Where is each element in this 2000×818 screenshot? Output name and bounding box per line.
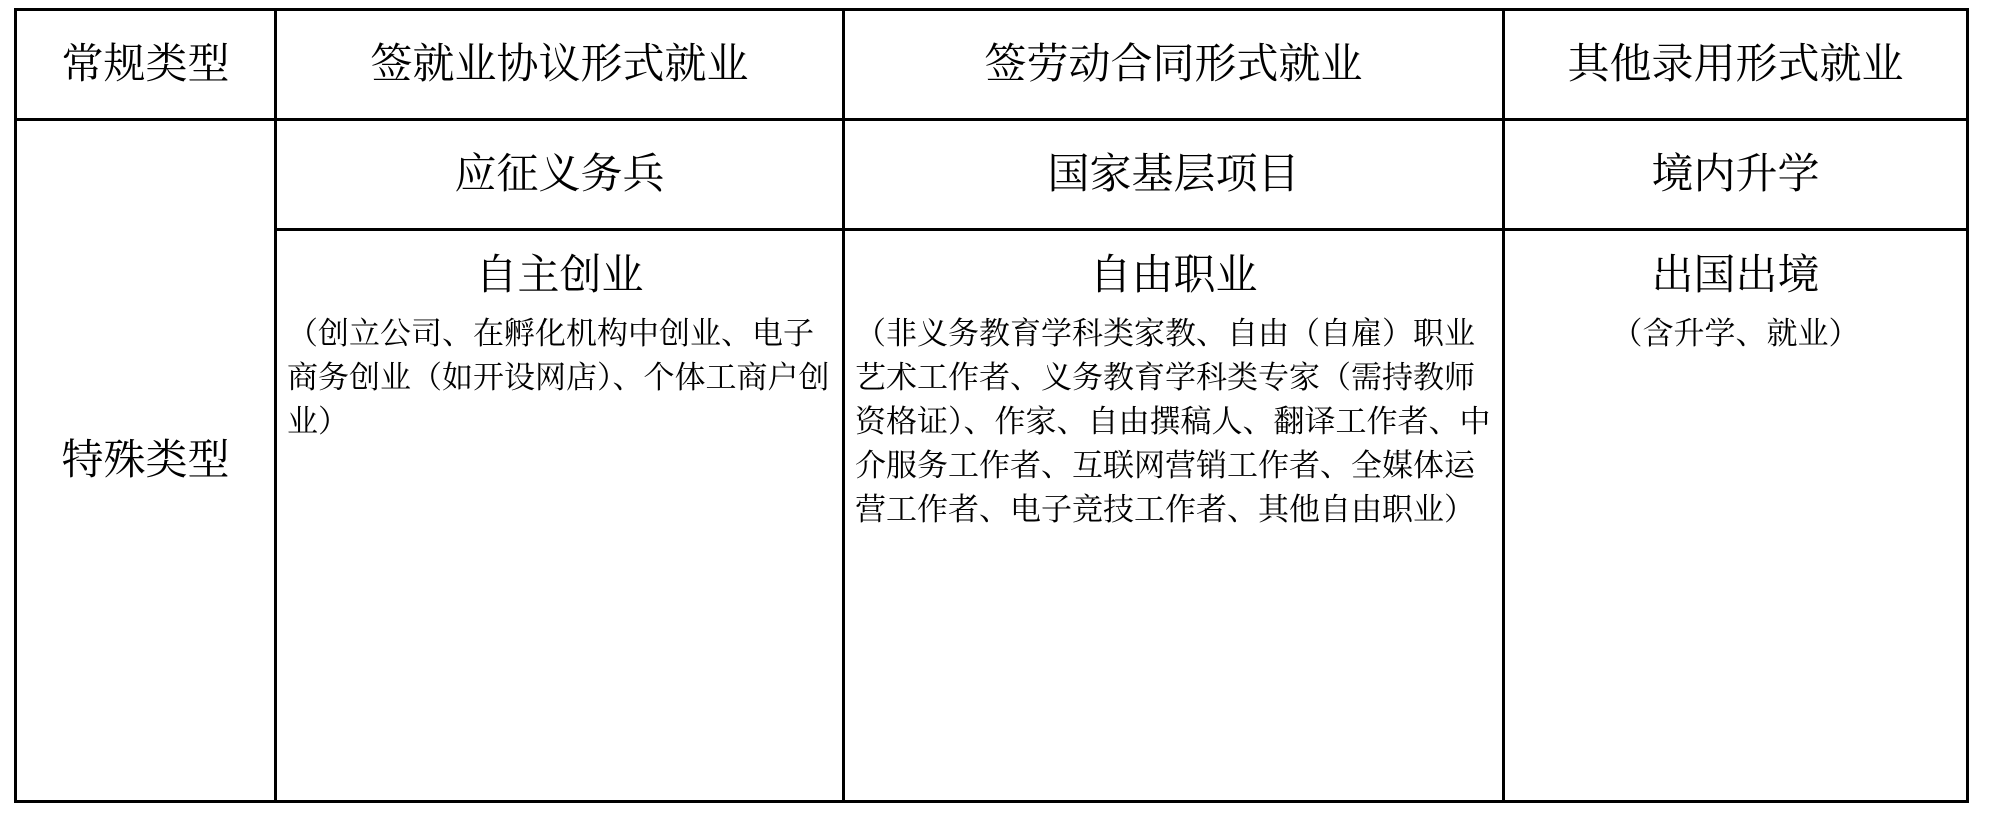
- document-page: [0, 8, 2000, 818]
- row-header-regular: 常规类型: [16, 10, 276, 120]
- table-row: [16, 10, 1968, 120]
- special-type-entrepreneurship-cell: [276, 230, 844, 802]
- employment-category-table: [14, 8, 1969, 803]
- special-type-grassroots-project: 国家基层项目: [844, 120, 1504, 230]
- special-type-domestic-further-study: 境内升学: [1504, 120, 1968, 230]
- table-row: [16, 230, 1968, 802]
- abroad-title: 出国出境: [1651, 251, 1820, 298]
- entrepreneurship-detail: （创立公司、在孵化机构中创业、电子商务创业（如开设网店）、个体工商户创业）: [287, 315, 830, 439]
- freelance-title: 自由职业: [1089, 251, 1258, 298]
- special-type-freelance-cell: [844, 230, 1504, 802]
- entrepreneurship-title: 自主创业: [475, 251, 644, 298]
- table-row: [16, 120, 1968, 230]
- freelance-detail: （非义务教育学科类家教、自由（自雇）职业艺术工作者、义务教育学科类专家（需持教师资格证）、作家、自由撰稿人、翻译工作者、中介服务工作者、互联网营销工作者、全媒体运营工作者、电子竞技工作者、其他自由职业）: [855, 315, 1491, 527]
- regular-type-other: 其他录用形式就业: [1504, 10, 1968, 120]
- regular-type-agreement: 签就业协议形式就业: [276, 10, 844, 120]
- regular-type-contract: 签劳动合同形式就业: [844, 10, 1504, 120]
- special-type-abroad-cell: [1504, 230, 1968, 802]
- special-type-conscript: 应征义务兵: [276, 120, 844, 230]
- abroad-detail: （含升学、就业）: [1611, 315, 1860, 351]
- row-header-special: 特殊类型: [16, 120, 276, 802]
